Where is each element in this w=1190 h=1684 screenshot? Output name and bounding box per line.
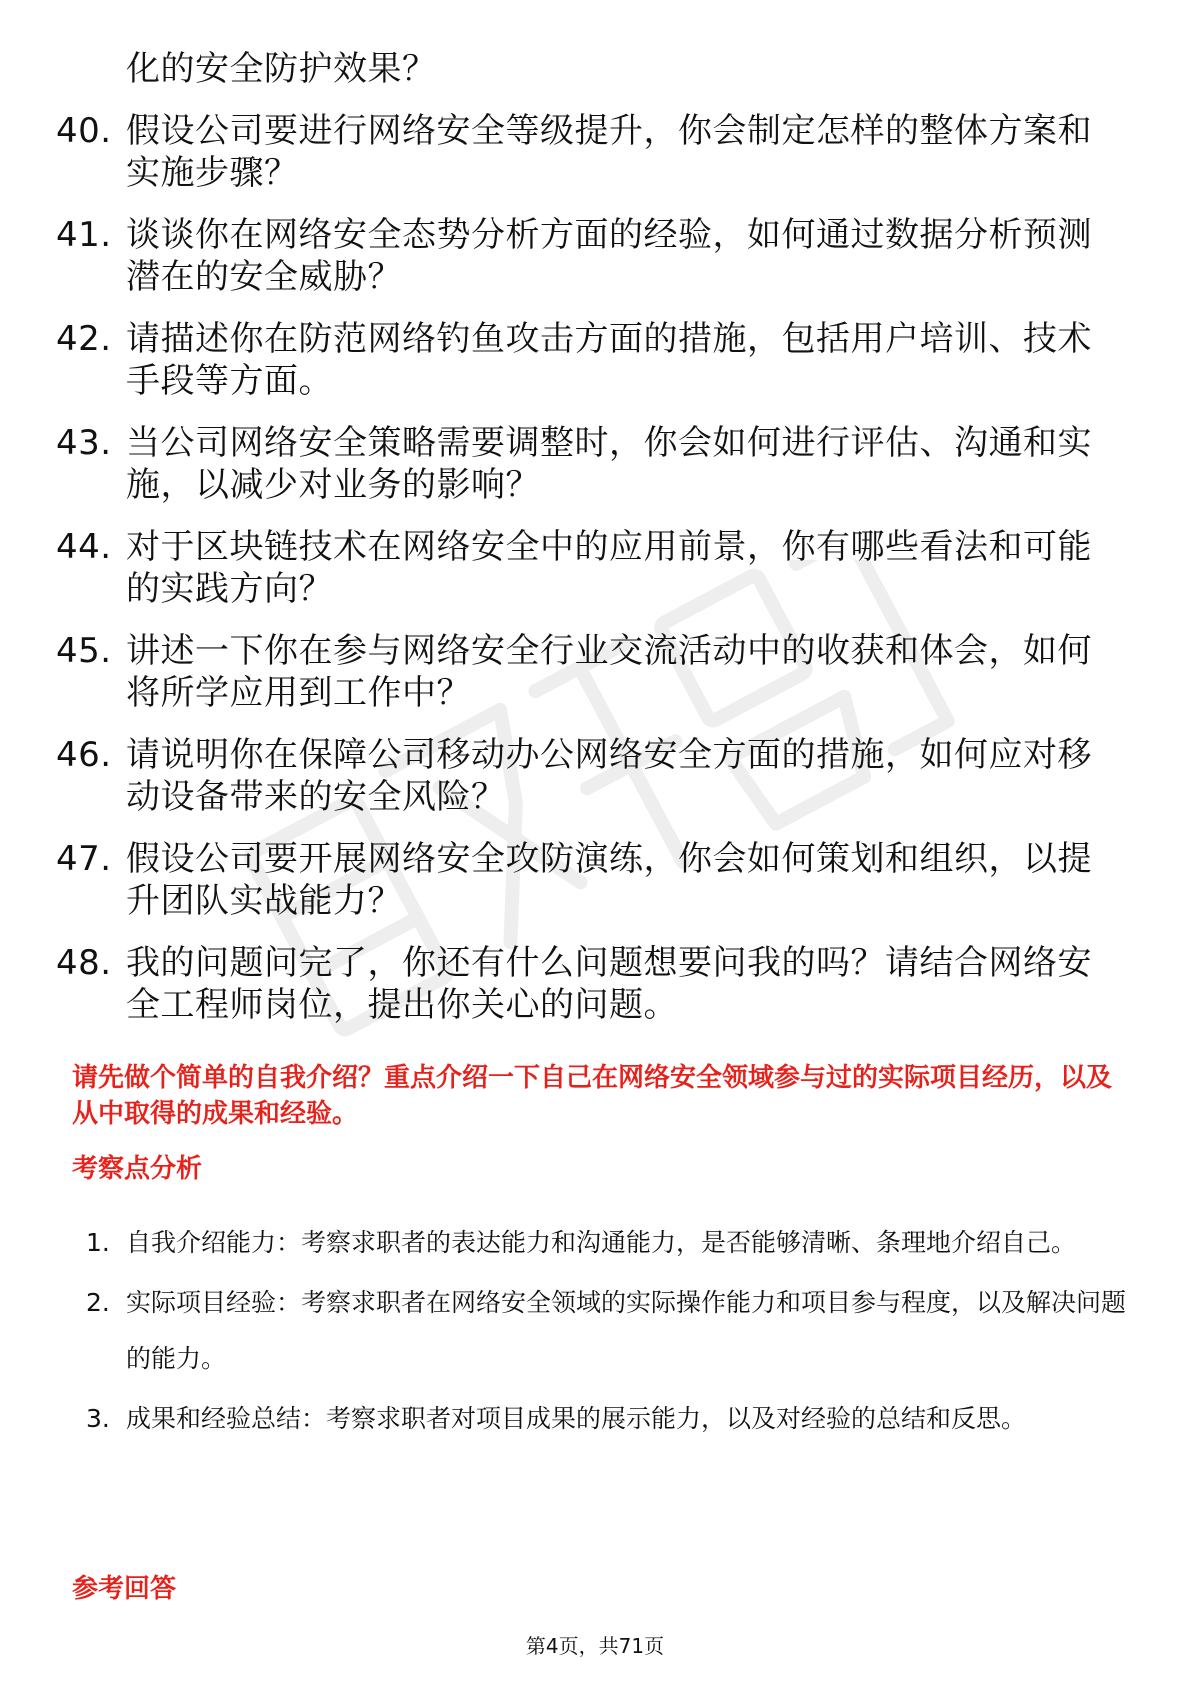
analysis-text: 自我介绍能力：考察求职者的表达能力和沟通能力，是否能够清晰、条理地介绍自己。 (126, 1228, 1077, 1257)
question-item (56, 318, 1116, 402)
intro-question: 请先做个简单的自我介绍？重点介绍一下自己在网络安全领域参与过的实际项目经历，以及从中取得的成果和经验。 (72, 1063, 1113, 1129)
question-number: 41. (56, 215, 112, 255)
question-item (56, 838, 1116, 922)
analysis-number: 1. (86, 1228, 110, 1257)
analysis-item (86, 1391, 1126, 1447)
page-footer: 第4页，共71页 (525, 1634, 665, 1658)
question-item (56, 630, 1116, 714)
question-list (56, 48, 1116, 1046)
question-text: 我的问题问完了，你还有什么问题想要问我的吗？请结合网络安全工程师岗位，提出你关心的问题。 (126, 943, 1092, 1025)
question-number: 45. (56, 631, 112, 671)
question-text: 对于区块链技术在网络安全中的应用前景，你有哪些看法和可能的实践方向？ (126, 527, 1092, 609)
question-item (56, 942, 1116, 1026)
analysis-number: 2. (86, 1288, 110, 1317)
question-text: 请描述你在防范网络钓鱼攻击方面的措施，包括用户培训、技术手段等方面。 (126, 319, 1092, 401)
question-item (56, 214, 1116, 298)
question-continuation-text: 化的安全防护效果？ (126, 49, 437, 89)
analysis-number: 3. (86, 1404, 110, 1433)
answer-heading: 参考回答 (72, 1574, 177, 1604)
question-text: 假设公司要进行网络安全等级提升，你会制定怎样的整体方案和实施步骤？ (126, 111, 1092, 193)
question-number: 43. (56, 423, 112, 463)
analysis-heading: 考察点分析 (72, 1154, 203, 1184)
analysis-text: 成果和经验总结：考察求职者对项目成果的展示能力，以及对经验的总结和反思。 (126, 1404, 1027, 1433)
question-text: 请说明你在保障公司移动办公网络安全方面的措施，如何应对移动设备带来的安全风险？ (126, 735, 1092, 817)
question-number: 42. (56, 319, 112, 359)
question-text: 当公司网络安全策略需要调整时，你会如何进行评估、沟通和实施，以减少对业务的影响？ (126, 423, 1092, 505)
analysis-item (86, 1275, 1126, 1387)
question-number: 44. (56, 527, 112, 567)
question-item (56, 110, 1116, 194)
analysis-list (86, 1215, 1126, 1451)
question-number: 47. (56, 839, 112, 879)
question-item (56, 526, 1116, 610)
question-item (56, 422, 1116, 506)
question-continuation (56, 48, 1116, 90)
analysis-text: 实际项目经验：考察求职者在网络安全领域的实际操作能力和项目参与程度，以及解决问题的能力。 (126, 1288, 1127, 1373)
question-text: 谈谈你在网络安全态势分析方面的经验，如何通过数据分析预测潜在的安全威胁？ (126, 215, 1092, 297)
question-text: 假设公司要开展网络安全攻防演练，你会如何策划和组织，以提升团队实战能力？ (126, 839, 1092, 921)
question-number: 48. (56, 943, 112, 983)
question-item (56, 734, 1116, 818)
question-number: 46. (56, 735, 112, 775)
analysis-item (86, 1215, 1126, 1271)
question-text: 讲述一下你在参与网络安全行业交流活动中的收获和体会，如何将所学应用到工作中？ (126, 631, 1092, 713)
question-number: 40. (56, 111, 112, 151)
